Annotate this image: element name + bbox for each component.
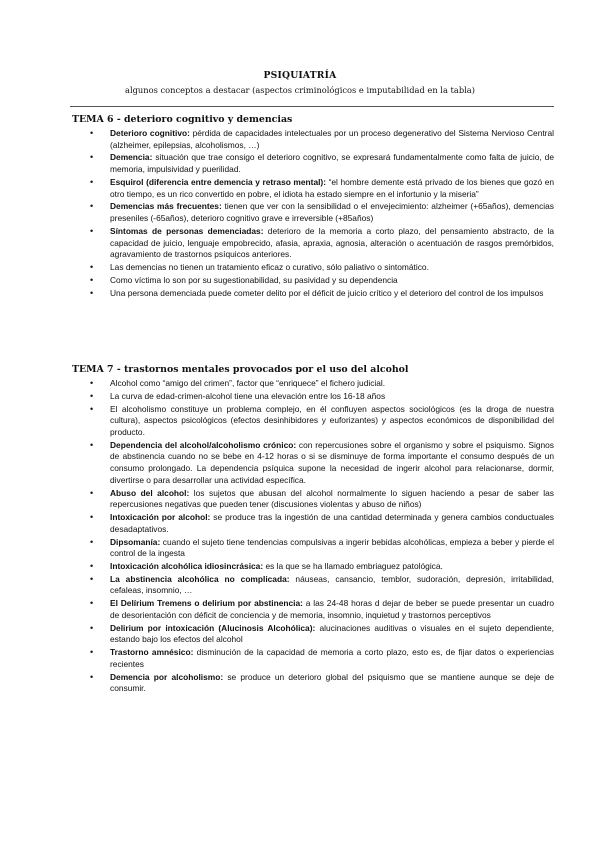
document-title: PSIQUIATRÍA bbox=[263, 70, 337, 81]
item-text: La curva de edad-crimen-alcohol tiene una elevación entre los 16-18 años bbox=[110, 390, 386, 401]
list-item bbox=[72, 226, 554, 261]
list-item bbox=[72, 288, 554, 300]
section-tema-6 bbox=[72, 114, 554, 301]
item-text: se produce tras la ingestión de una cantidad determinada y genera cambios conductuales desadaptativos. bbox=[110, 512, 554, 534]
list-item bbox=[72, 623, 554, 646]
item-text: a las 24-48 horas d dejar de beber se puede presentar un cuadro de desorientación con déficit de conciencia y de memoria, insomnio, inquietud y trastornos perceptivos bbox=[110, 598, 554, 620]
item-term: Demencia: bbox=[110, 152, 153, 163]
list-item bbox=[72, 512, 554, 535]
document-subtitle: algunos conceptos a destacar (aspectos criminológicos e imputabilidad en la tabla) bbox=[125, 85, 475, 95]
item-text: con repercusiones sobre el organismo y sobre el psiquismo. Signos de abstinencia cuando no se bebe en 4-12 horas o si se disminuye de forma importante el consumo después de un consumo prolongado. La dependencia psíquica supone la necesidad de ingerir alcohol para relacionarse, dormir, divertirse o para desarrollar una actividad específica. bbox=[110, 439, 554, 485]
list-item bbox=[72, 275, 554, 287]
item-text: Las demencias no tienen un tratamiento eficaz o curativo, sólo paliativo o sintomático. bbox=[110, 262, 429, 273]
item-text: El alcoholismo constituye un problema complejo, en él confluyen aspectos sociológicos (es la droga de nuestra cultura), aspectos psicológicos (efectos desinhibidores y euforizantes) y aspectos económicos de disponibilidad del producto. bbox=[110, 403, 554, 437]
list-item bbox=[72, 537, 554, 560]
list-item bbox=[72, 152, 554, 175]
item-text: Alcohol como “amigo del crimen”, factor que “enriquece” el fichero judicial. bbox=[110, 378, 386, 388]
item-term: Demencia por alcoholismo: bbox=[110, 671, 224, 682]
item-text: disminución de la capacidad de memoria a corto plazo, esto es, de fijar datos o experiencias recientes bbox=[110, 647, 554, 669]
item-term: Dipsomanía: bbox=[110, 536, 161, 547]
item-term: Dependencia del alcohol/alcoholismo crónico: bbox=[110, 439, 297, 450]
item-text: los sujetos que abusan del alcohol normalmente lo siguen haciendo a pesar de saber las repercusiones negativas que pueden tener (discusiones violentas y abuso de niños) bbox=[110, 487, 554, 510]
list-item bbox=[72, 598, 554, 621]
section-heading: TEMA 6 - deterioro cognitivo y demencias bbox=[72, 114, 293, 125]
item-term: Intoxicación alcohólica idiosincrásica: bbox=[110, 560, 264, 571]
item-text: Una persona demenciada puede cometer delito por el déficit de juicio crítico y el deterioro del control de los impulsos bbox=[110, 287, 544, 298]
list-item bbox=[72, 378, 554, 390]
section-heading: TEMA 7 - trastornos mentales provocados por el uso del alcohol bbox=[72, 364, 409, 375]
item-text: pérdida de capacidades intelectuales por un proceso degenerativo del Sistema Nervioso Central (alzheimer, epilepsias, alcoholismos, …) bbox=[110, 128, 554, 150]
item-text: es la que se ha llamado embriaguez patológica. bbox=[263, 560, 443, 571]
section-tema-7 bbox=[72, 364, 554, 696]
list-item bbox=[72, 574, 554, 597]
list-item bbox=[72, 647, 554, 670]
list-item bbox=[72, 672, 554, 695]
item-text: tienen que ver con la sensibilidad o el envejecimiento: alzheimer (+65años), demencias preseniles (-65años), deterioro cognitivo grave e irreversible (+85años) bbox=[110, 201, 554, 224]
item-term: Esquirol (diferencia entre demencia y retraso mental): bbox=[110, 176, 327, 187]
item-term: Demencias más frecuentes: bbox=[110, 201, 222, 212]
list-item bbox=[72, 128, 554, 151]
bullet-list bbox=[72, 128, 554, 299]
item-text: deterioro de la memoria a corto plazo, del pensamiento abstracto, de la capacidad de juicio, lenguaje empobrecido, afasia, apraxia, agnosia, alteración o acentuación de rasgos premórbidos, agravamiento de trastornos psíquicos anteriores. bbox=[110, 225, 554, 260]
item-text: situación que trae consigo el deterioro cognitivo, se expresará fundamentalmente como falta de juicio, de memoria, impulsividad y puerilidad. bbox=[110, 152, 554, 175]
item-term: Delirium por intoxicación (Alucinosis Alcohólica): bbox=[110, 622, 316, 633]
item-text: cuando el sujeto tiene tendencias compulsivas a ingerir bebidas alcohólicas, empieza a beber y pierde el control de la ingesta bbox=[110, 536, 554, 559]
list-item bbox=[72, 177, 554, 200]
list-item bbox=[72, 391, 554, 403]
bullet-list bbox=[72, 378, 554, 695]
item-term: La abstinencia alcohólica no complicada: bbox=[110, 573, 290, 584]
list-item bbox=[72, 201, 554, 224]
header-divider bbox=[70, 106, 554, 107]
item-term: Síntomas de personas demenciadas: bbox=[110, 225, 264, 236]
item-text: náuseas, cansancio, temblor, sudoración, depresión, irritabilidad, cefaleas, insomnio, … bbox=[110, 573, 555, 596]
item-term: Intoxicación por alcohol: bbox=[110, 512, 211, 523]
list-item bbox=[72, 440, 554, 486]
item-term: Deterioro cognitivo: bbox=[110, 128, 190, 138]
list-item bbox=[72, 561, 554, 573]
item-term: El Delírium Tremens o delirium por abstinencia: bbox=[110, 598, 303, 609]
list-item bbox=[72, 262, 554, 274]
item-text: se produce un deterioro global del psiquismo que se mantiene aunque se deje de consumir. bbox=[110, 671, 554, 694]
item-text: “el hombre demente está privado de los bienes que gozó en otro tiempo, es un rico convertido en pobre, el idiota ha estado siempre en el infortunio y la miseria” bbox=[110, 176, 555, 199]
item-term: Abuso del alcohol: bbox=[110, 487, 190, 498]
item-text: alucinaciones auditivas o visuales en el sujeto dependiente, estando bajo los efectos del alcohol bbox=[110, 622, 554, 645]
list-item bbox=[72, 488, 554, 511]
item-term: Trastorno amnésico: bbox=[110, 647, 194, 658]
list-item bbox=[72, 404, 554, 439]
item-text: Como víctima lo son por su sugestionabilidad, su pasividad y su dependencia bbox=[110, 274, 398, 285]
